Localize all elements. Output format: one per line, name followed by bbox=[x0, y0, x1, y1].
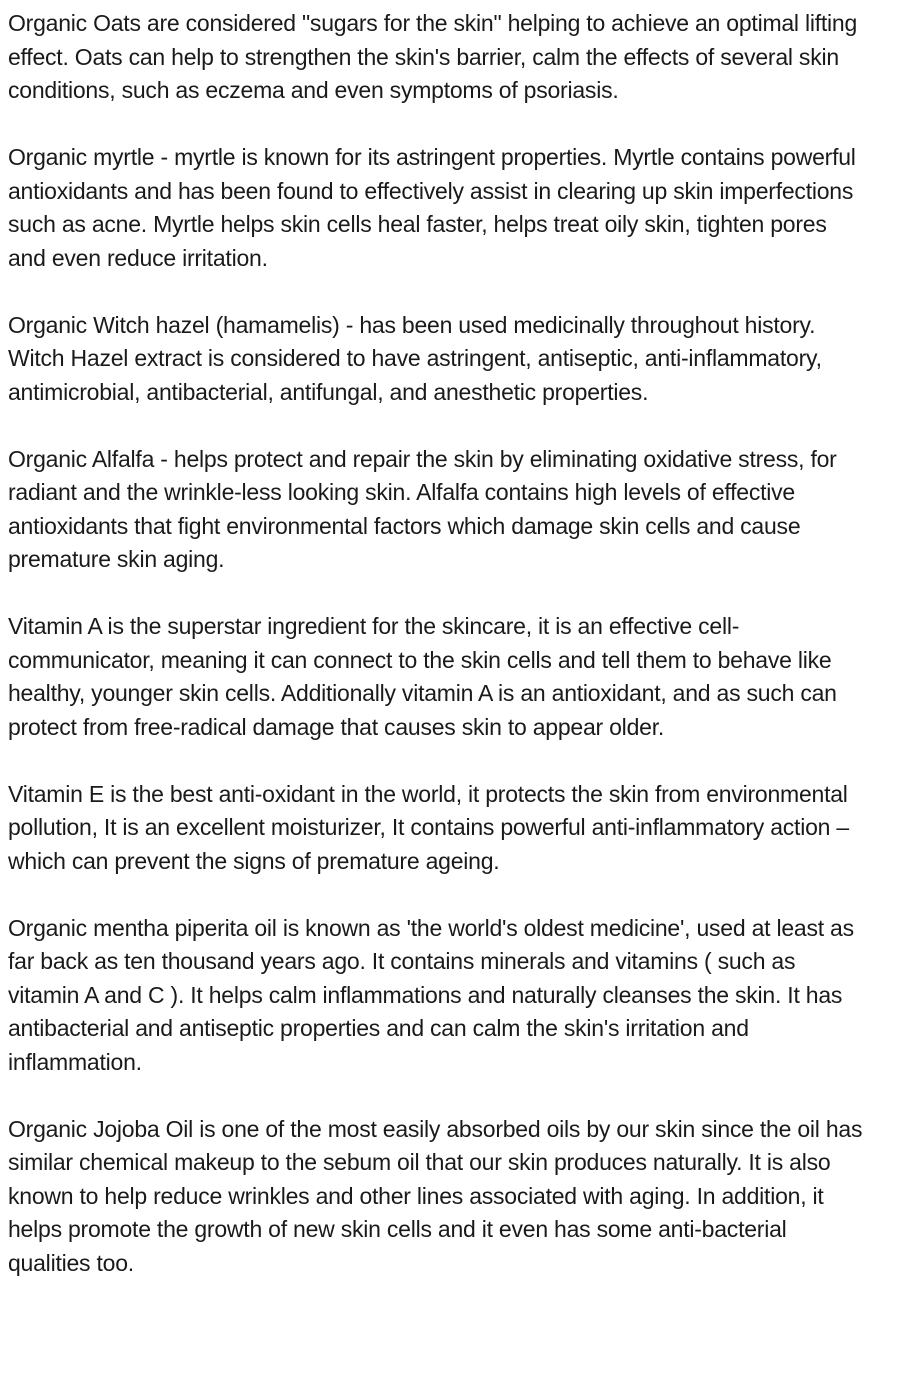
paragraph-jojoba-oil: Organic Jojoba Oil is one of the most easily absorbed oils by our skin since the oil has similar chemical makeup to the sebum oil that our skin produces naturally. It is also known to help reduce wrinkles and other lines associated with aging. In addition, it helps promote the growth of new skin cells and it even has some anti-bacterial qualities too. bbox=[8, 1115, 863, 1276]
paragraph-vitamin-a: Vitamin A is the superstar ingredient for the skincare, it is an effective cell-communicator, meaning it can connect to the skin cells and tell them to behave like healthy, younger skin cells. Additionally vitamin A is an antioxidant, and as such can protect from free-radical damage that causes skin to appear older. bbox=[8, 613, 837, 740]
paragraph-organic-myrtle: Organic myrtle - myrtle is known for its astringent properties. Myrtle contains powerful antioxidants and has been found to effectively assist in clearing up skin imperfections such as acne. Myrtle helps skin cells heal faster, helps treat oily skin, tighten pores and even reduce irritation. bbox=[8, 144, 856, 271]
paragraph-organic-witch-hazel: Organic Witch hazel (hamamelis) - has been used medicinally throughout history. Witch Hazel extract is considered to have astringent, antiseptic, anti-inflammatory, antimicrobial, antibacterial, antifungal, and anesthetic properties. bbox=[8, 311, 822, 405]
paragraph-mentha-piperita-oil: Organic mentha piperita oil is known as 'the world's oldest medicine', used at least as far back as ten thousand years ago. It contains minerals and vitamins ( such as vitamin A and C ). It helps calm inflammations and naturally cleanses the skin. It has antibacterial and antiseptic properties and can calm the skin's irritation and inflammation. bbox=[8, 914, 854, 1075]
paragraph-organic-oats: Organic Oats are considered "sugars for the skin" helping to achieve an optimal lifting effect. Oats can help to strengthen the skin's barrier, calm the effects of several skin conditions, such as eczema and even symptoms of psoriasis. bbox=[8, 10, 858, 103]
paragraph-organic-alfalfa: Organic Alfalfa - helps protect and repair the skin by eliminating oxidative stress, for radiant and the wrinkle-less looking skin. Alfalfa contains high levels of effective antioxidants that fight environmental factors which damage skin cells and cause premature skin aging. bbox=[8, 445, 837, 572]
paragraph-vitamin-e: Vitamin E is the best anti-oxidant in the world, it protects the skin from environmental pollution, It is an excellent moisturizer, It contains powerful anti-inflammatory action – which can prevent the signs of premature ageing. bbox=[8, 780, 849, 874]
